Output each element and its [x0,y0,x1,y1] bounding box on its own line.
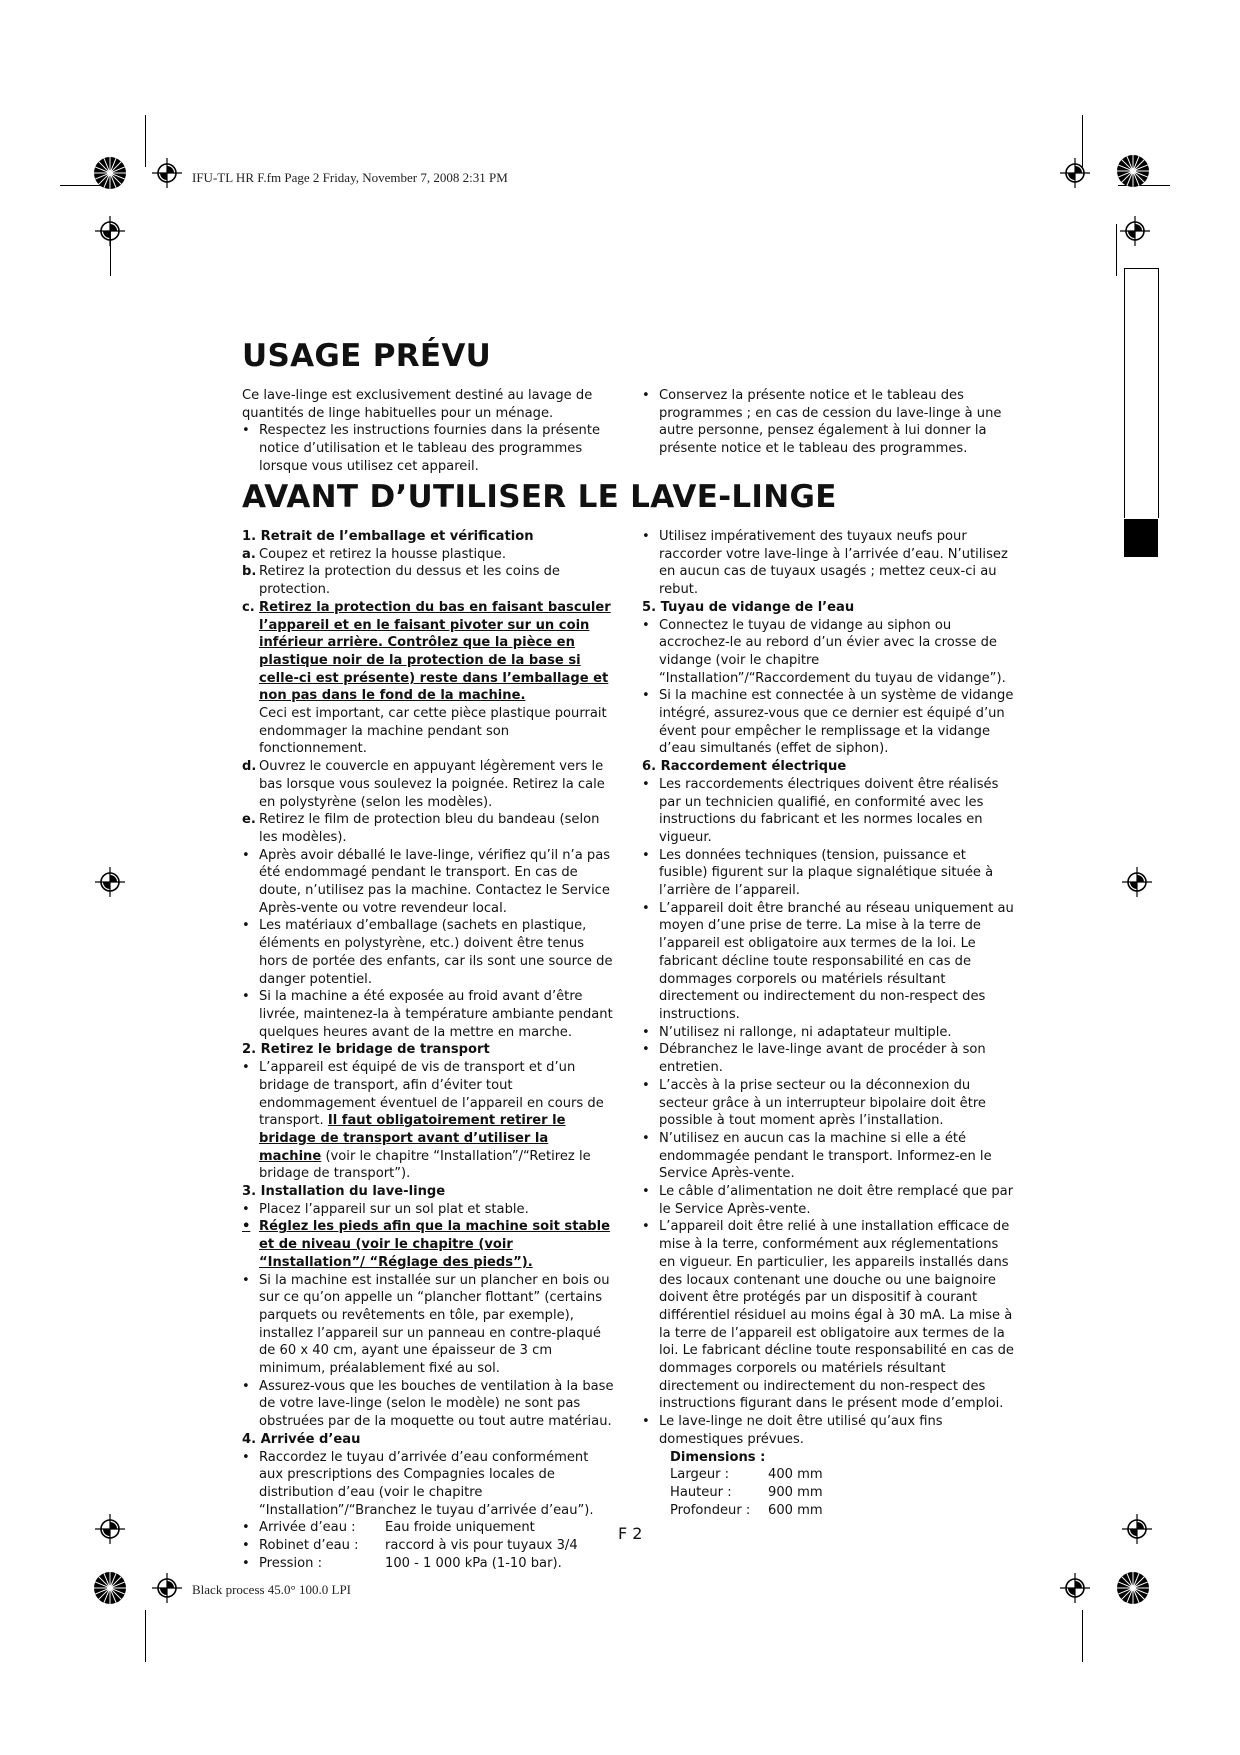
list-item: a. Coupez et retirez la housse plastique. [242,546,507,562]
usage-intro: Ce lave-linge est exclusivement destiné au lavage de quantités de linge habituelles pour un ménage. [242,388,593,421]
list-item: • Utilisez impérativement des tuyaux neufs pour raccorder votre lave-linge à l’arrivée d’eau. N’utilisez en aucun cas de tuyaux usagés ; mettez ceux-ci au rebut. [642,529,1008,598]
crop-mark [1116,224,1117,276]
list-item: • Si la machine est connectée à un système de vidange intégré, assurez-vous que ce dernier est équipé d’un évent pour empêcher le remplissage et la vidange d’eau simultanés (effet de siphon). [642,688,1014,757]
list-item: • Raccordez le tuyau d’arrivée d’eau conformément aux prescriptions des Compagnies locales de distribution d’eau (voir le chapitre “Installation”/“Branchez le tuyau d’arrivée d’eau”). [242,1449,594,1518]
list-item: b. Retirez la protection du dessus et les coins de protection. [242,564,560,598]
page-number: F 2 [618,1524,643,1543]
warning-note: Ceci est important, car cette pièce plastique pourrait endommager la machine pendant son fonctionnement. [259,706,607,757]
print-header: IFU-TL HR F.fm Page 2 Friday, November 7, 2008 2:31 PM [192,170,508,185]
list-item: • L’appareil doit être relié à une installation efficace de mise à la terre, conformément aux réglementations en vigueur. En particulier, les appareils installés dans des locaux contenant une douche ou une baignoire doivent être protégés par un dispositif à courant différentiel résiduel au moins égal à 30 mA. La mise à la terre de l’appareil est obligatoire aux termes de la loi. Le fabricant décline toute responsabilité en cas de dommages corporels ou matériels résultant directement ou indirectement du non-respect des instructions figurant dans le présent mode d’emploi. [642,1219,1014,1412]
usage-right-column [642,387,1014,458]
registration-mark-icon [1122,1514,1152,1544]
list-item: • Si la machine a été exposée au froid avant d’être livrée, maintenez-la à température ambiante pendant quelques heures avant de la mettre en marche. [242,989,613,1040]
list-item: • L’accès à la prise secteur ou la déconnexion du secteur grâce à un interrupteur bipolaire doit être possible à tout moment après l’installation. [642,1077,986,1129]
registration-mark-icon [152,1573,182,1603]
print-footer: Black process 45.0° 100.0 LPI [192,1582,352,1597]
thumb-tab-outline [1158,268,1159,518]
list-item: • Le câble d’alimentation ne doit être remplacé que par le Service Après-vente. [642,1184,1014,1217]
list-item: • Connectez le tuyau de vidange au siphon ou accrochez-le au rebord d’un évier avec la crosse de vidange (voir le chapitre “Installation”/“Raccordement du tuyau de vidange”). [642,617,1006,686]
list-item: c. Retirez la protection du bas en faisant basculer l’appareil et en le faisant pivoter sur un coin inférieur arrière. Contrôlez que la pièce en plastique noir de la protection de la base si celle-ci est présente) reste dans l’emballage et non pas dans le fond de la machine. [242,599,611,704]
list-item: e. Retirez le film de protection bleu du bandeau (selon les modèles). [242,812,600,845]
list-item: • L’appareil doit être branché au réseau uniquement au moyen d’une prise de terre. La mise à la terre de l’appareil est obligatoire aux termes de la loi. Le fabricant décline toute responsabilité en cas de dommages corporels ou matériels résultant directement ou indirectement du non-respect des instructions. [642,900,1014,1022]
registration-mark-icon [152,158,182,188]
heading-installation: 3. Installation du lave-linge [242,1184,446,1200]
color-target-icon [1116,154,1150,188]
bullet: • [242,423,250,439]
list-item: • L’appareil est équipé de vis de transport et d’un bridage de transport, afin d’éviter tout endommagement éventuel de l’appareil en cours de transport. Il faut obligatoirement retirer le bridage de transport avant d’utiliser la machine (voir le chapitre “Installation”/“Retirez le bridage de transport”). [242,1060,604,1182]
list-item: • Placez l’appareil sur un sol plat et stable. [242,1201,529,1217]
spec-row: • Pression : 100 - 1 000 kPa (1-10 bar). [242,1555,562,1571]
registration-mark-icon [1060,1573,1090,1603]
list-item: d. Ouvrez le couvercle en appuyant légèrement vers le bas lorsque vous soulevez la poignée. Retirez la cale en polystyrène (selon les modèles). [242,759,605,810]
thumb-tab-outline [1124,268,1125,518]
heading-bridage: 2. Retirez le bridage de transport [242,1042,490,1058]
dimension-row: Profondeur : 600 mm [670,1502,823,1518]
crop-mark [145,115,146,167]
dimension-row: Hauteur : 900 mm [670,1484,823,1500]
heading-vidange: 5. Tuyau de vidange de l’eau [642,599,855,615]
avant-right-column [642,528,1014,1519]
list-item: • Respectez les instructions fournies dans la présente notice d’utilisation et le tableau des programmes lorsque vous utilisez cet appareil. [242,423,601,474]
crop-mark [1082,1610,1083,1662]
dimension-row: Largeur : 400 mm [670,1467,823,1483]
registration-mark-icon [1122,867,1152,897]
color-target-icon [1116,1571,1150,1605]
registration-mark-icon [1120,216,1150,246]
list-item: • Débranchez le lave-linge avant de procéder à son entretien. [642,1042,986,1076]
heading-electrique: 6. Raccordement électrique [642,759,847,775]
registration-mark-icon [95,1514,125,1544]
list-item: • Les données techniques (tension, puissance et fusible) figurent sur la plaque signalétique située à l’arrière de l’appareil. [642,847,994,899]
registration-mark-icon [1060,158,1090,188]
list-item: • Les matériaux d’emballage (sachets en plastique, éléments en polystyrène, etc.) doivent être tenus hors de portée des enfants, car ils sont une source de danger potentiel. [242,918,613,987]
usage-left-column [242,387,614,476]
dimensions-title: Dimensions : [670,1449,766,1465]
color-target-icon [93,1571,127,1605]
spec-row: • Robinet d’eau : raccord à vis pour tuyaux 3/4 [242,1538,578,1554]
list-item: • Réglez les pieds afin que la machine soit stable et de niveau (voir le chapitre (voir “Installation”/ “Réglage des pieds”). [242,1219,611,1270]
heading-retrait: 1. Retrait de l’emballage et vérification [242,529,534,544]
list-item: • Si la machine est installée sur un plancher en bois ou sur ce qu’on appelle un “plancher flottant” (certains parquets ou revêtements en tôle, par exemple), installez l’appareil sur un panneau en contre-plaqué de 60 x 40 cm, ayant une épaisseur de 3 cm minimum, préalablement fixé au sol. [242,1272,610,1377]
section-title-avant: AVANT D’UTILISER LE LAVE-LINGE [242,479,837,515]
thumb-tab-outline [1124,268,1159,269]
list-item: • Les raccordements électriques doivent être réalisés par un technicien qualifié, en conformité avec les instructions du fabricant et les normes locales en vigueur. [642,776,999,845]
heading-arrivee: 4. Arrivée d’eau [242,1431,361,1447]
bullet: • [642,388,650,403]
list-item: • Assurez-vous que les bouches de ventilation à la base de votre lave-linge (selon le modèle) ne sont pas obstruées par de la moquette ou tout autre matériau. [242,1378,614,1430]
list-item: • Le lave-linge ne doit être utilisé qu’aux fins domestiques prévues. [642,1414,943,1447]
spec-row: • Arrivée d’eau : Eau froide uniquement [242,1520,535,1536]
color-target-icon [93,156,127,190]
list-item: • N’utilisez ni rallonge, ni adaptateur multiple. [642,1024,952,1040]
thumb-tab-marker [1124,519,1158,557]
dimensions-table [642,1449,1014,1520]
avant-left-column [242,528,614,1572]
registration-mark-icon [95,216,125,246]
section-title-usage: USAGE PRÉVU [242,338,492,374]
list-item: • N’utilisez en aucun cas la machine si elle a été endommagée pendant le transport. Informez-en le Service Après-vente. [642,1130,992,1182]
list-item: • Après avoir déballé le lave-linge, vérifiez qu’il n’a pas été endommagé pendant le transport. En cas de doute, n’utilisez pas la machine. Contactez le Service Après-vente ou votre revendeur local. [242,847,611,916]
crop-mark [145,1610,146,1662]
list-item: • Conservez la présente notice et le tableau des programmes ; en cas de cession du lave-linge à une autre personne, pensez également à lui donner la présente notice et le tableau des programmes. [642,388,1002,457]
registration-mark-icon [95,867,125,897]
